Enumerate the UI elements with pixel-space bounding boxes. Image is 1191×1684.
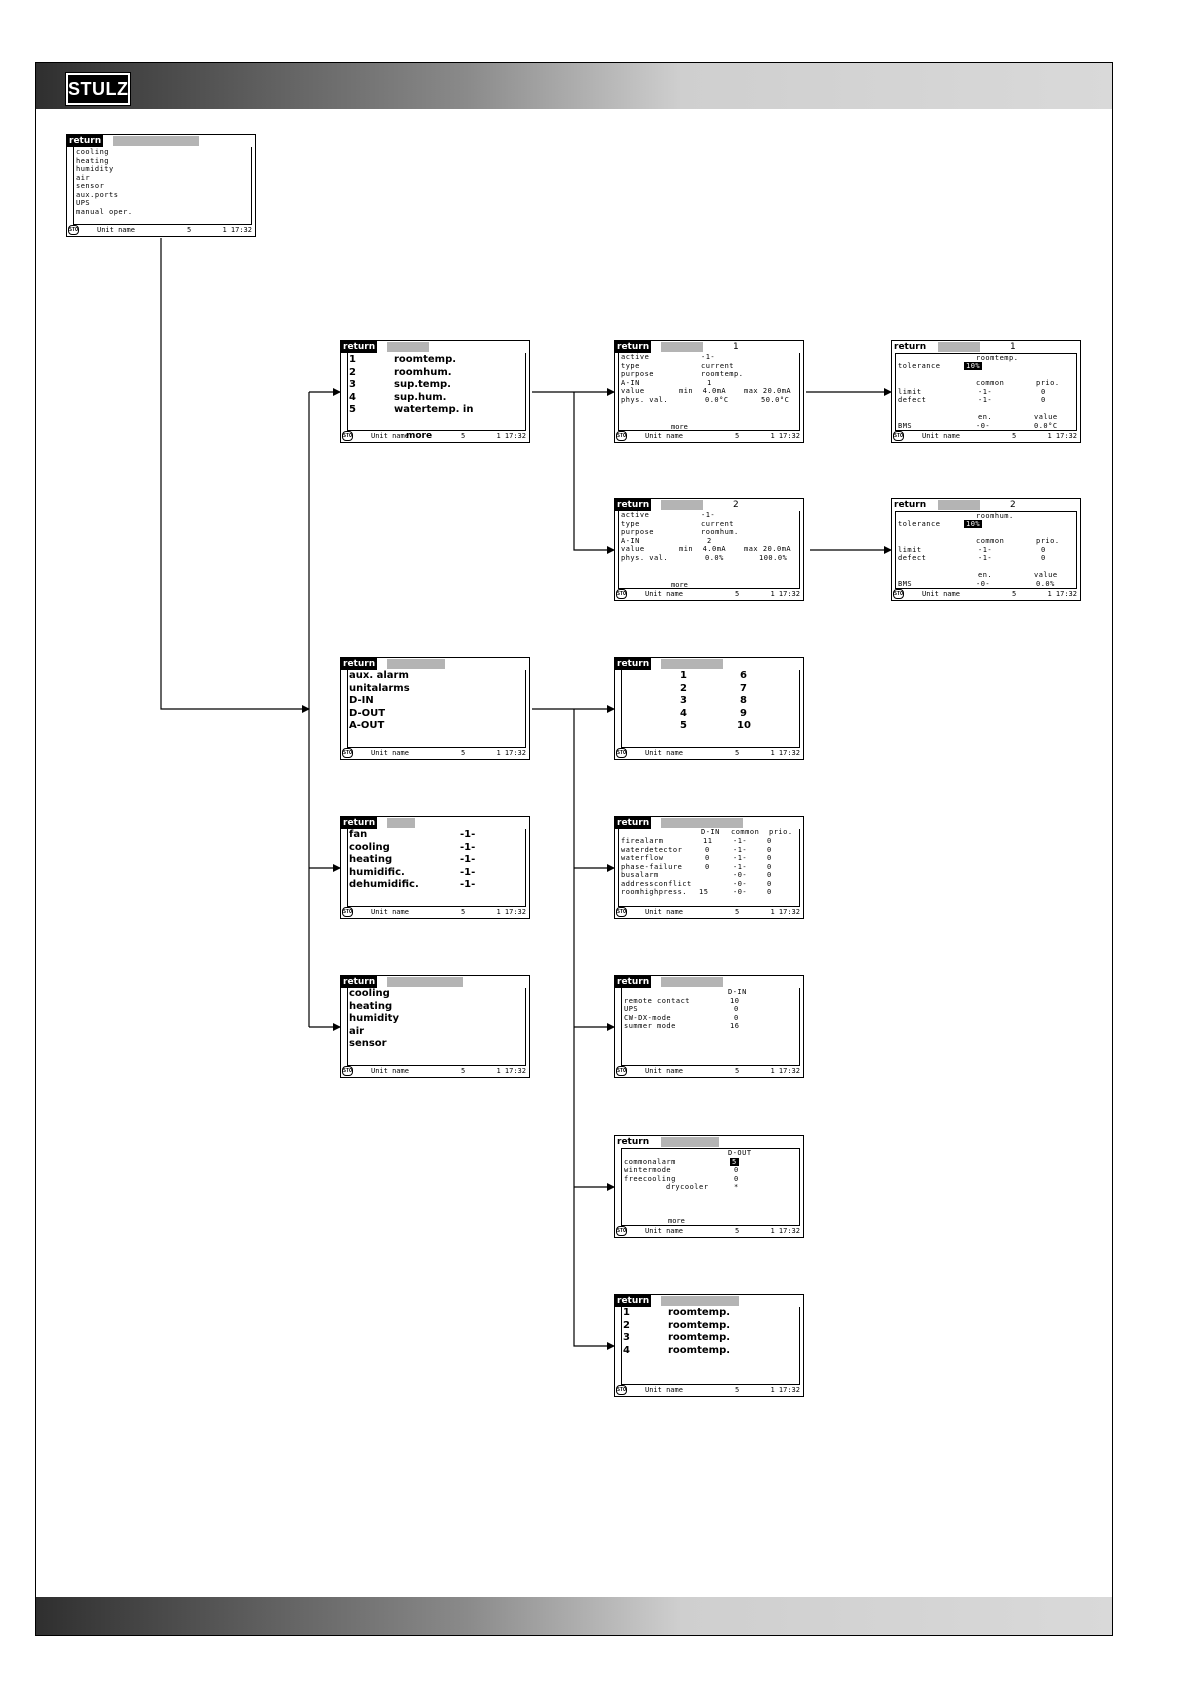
field-value[interactable]: 0.0% (705, 553, 724, 562)
field-value[interactable]: roomtemp. (701, 370, 744, 378)
aout-row-num: 2 (623, 1319, 630, 1331)
din-assign-value[interactable]: 16 (730, 1022, 740, 1030)
return-button[interactable]: return (343, 977, 376, 987)
status-icon: STO (343, 750, 353, 756)
dout-assign-label: drycooler (666, 1183, 709, 1191)
aux-alarm-num[interactable]: 7 (740, 682, 747, 694)
din-row-common[interactable]: -1- (733, 845, 748, 854)
screen-main-menu (66, 134, 256, 237)
screen-din-alarms (614, 816, 804, 919)
screen-din-assignment (614, 975, 804, 1078)
manual-row-value[interactable]: -1- (460, 866, 476, 878)
limit-label: limit (898, 387, 922, 396)
status-icon: STO (617, 433, 627, 439)
menu-item-manual-oper[interactable]: manual oper. (76, 207, 133, 216)
din-row-label: busalarm (621, 871, 659, 879)
bms-en[interactable]: -0- (976, 422, 991, 430)
menu-item-sensor[interactable]: sensor (76, 182, 105, 190)
status-icon: STO (894, 433, 904, 439)
field-value[interactable]: max 20.0mA (744, 387, 792, 395)
col-common: common (976, 379, 1005, 387)
dout-assign-label: freecooling (624, 1174, 676, 1183)
return-button[interactable]: return (343, 342, 376, 352)
manual-row-label: dehumidific. (349, 879, 419, 890)
field-label: active (621, 353, 650, 361)
din-row-prio[interactable]: 0 (767, 879, 772, 888)
field-label: phys. val. (621, 395, 669, 404)
dout-assign-value[interactable]: * (734, 1183, 739, 1191)
screen-manual-operation (340, 816, 530, 919)
din-row-prio[interactable]: 0 (767, 862, 772, 871)
sensor-row-num: 3 (349, 379, 356, 390)
return-button[interactable]: return (617, 818, 650, 828)
status-icon: STO (617, 1068, 627, 1074)
din-row-common[interactable]: -1- (733, 837, 748, 845)
screen-aux-menu (340, 657, 530, 760)
field-value[interactable]: current (701, 361, 735, 370)
aout-row-num: 4 (623, 1344, 630, 1356)
aout-row-label[interactable]: roomtemp. (668, 1307, 731, 1318)
tolerance-value[interactable]: 10% (966, 362, 981, 370)
col-prio: prio. (1036, 379, 1060, 387)
field-value[interactable]: -1- (701, 353, 716, 361)
col-d-in: D-IN (728, 988, 747, 996)
din-row-prio[interactable]: 0 (767, 854, 772, 862)
din-assign-value[interactable]: 10 (730, 996, 740, 1005)
aux-alarm-num[interactable]: 2 (680, 682, 687, 694)
menu-item-unitalarms[interactable]: unitalarms (349, 682, 410, 694)
din-row-common[interactable]: -0- (733, 879, 748, 888)
din-assign-label: UPS (624, 1005, 639, 1013)
tolerance-label: tolerance (898, 520, 941, 528)
status-icon: STO (69, 227, 79, 233)
status-footer: STO Unit name 5 1 17:32 (894, 590, 1077, 598)
dout-assign-label: commonalarm (624, 1157, 676, 1166)
field-label: type (621, 519, 640, 528)
status-footer: STO Unit name 5 1 17:32 (894, 432, 1077, 440)
status-footer: STO Unit name 5 1 17:32 (617, 432, 800, 440)
field-value[interactable]: max 20.0mA (744, 545, 792, 553)
menu-item-aux-ports[interactable]: aux.ports (76, 190, 119, 199)
din-row-common[interactable]: -0- (733, 888, 748, 896)
menu-item-sensor[interactable]: sensor (349, 1038, 387, 1049)
field-value[interactable]: min 4.0mA (679, 387, 727, 395)
field-value[interactable]: 0.0°C (705, 395, 729, 404)
aux-alarm-num[interactable]: 5 (680, 720, 687, 731)
din-row-label: addressconflict (621, 879, 692, 888)
status-footer: STO Unit name 5 1 17:32 (617, 1067, 800, 1075)
return-button[interactable]: return (617, 342, 650, 352)
din-assign-label: CW-DX-mode (624, 1013, 672, 1022)
sensor-row-label[interactable]: roomhum. (394, 366, 452, 378)
return-button[interactable]: return (343, 659, 376, 669)
col-value: value (1034, 413, 1058, 421)
menu-item-cooling[interactable]: cooling (349, 988, 390, 999)
status-icon: STO (617, 1387, 627, 1393)
sensor-row-label[interactable]: sup.hum. (394, 391, 447, 403)
screen-sensor-list (340, 340, 530, 443)
status-footer: STO Unit name 5 1 17:32 (617, 590, 800, 598)
return-button[interactable]: return (894, 342, 927, 352)
menu-item-a-out[interactable]: A-OUT (349, 720, 385, 731)
defect-common[interactable]: -1- (978, 554, 993, 562)
din-row-label: firealarm (621, 837, 664, 845)
return-button[interactable]: return (617, 1137, 650, 1147)
screen-dout-assignment (614, 1135, 804, 1238)
screen-sensor1-alarm (891, 340, 1081, 443)
alarm-title: roomtemp. (976, 354, 1019, 362)
more-link[interactable]: more (668, 1217, 685, 1225)
field-value[interactable]: min 4.0mA (679, 545, 727, 553)
status-icon: STO (617, 1228, 627, 1234)
screen-sensor2-detail (614, 498, 804, 601)
limit-prio[interactable]: 0 (1041, 545, 1046, 554)
din-row-common[interactable]: -1- (733, 862, 748, 871)
din-row-label: waterdetector (621, 845, 683, 854)
field-label: active (621, 511, 650, 519)
dout-assign-label: wintermode (624, 1166, 672, 1174)
status-footer: STO Unit name 5 1 17:32 (343, 908, 526, 916)
bms-label: BMS (898, 422, 913, 430)
manual-row-value[interactable]: -1- (460, 879, 476, 890)
sensor-row-num: 4 (349, 391, 356, 403)
menu-item-humidity[interactable]: humidity (76, 165, 114, 173)
field-label: phys. val. (621, 553, 669, 562)
din-row-input[interactable]: 0 (705, 862, 710, 871)
field-value[interactable]: 1 (707, 378, 712, 387)
defect-prio[interactable]: 0 (1041, 554, 1046, 562)
col-en: en. (978, 413, 993, 421)
status-footer: STO Unit name 5 1 17:32 (343, 749, 526, 757)
status-icon: STO (894, 591, 904, 597)
field-label: value (621, 387, 645, 395)
manual-row-value[interactable]: -1- (460, 841, 476, 853)
bms-value[interactable]: 0.0% (1036, 580, 1055, 588)
sensor-row-num: 1 (349, 354, 356, 365)
field-label: purpose (621, 370, 655, 378)
din-row-label: waterflow (621, 854, 664, 862)
aout-row-num: 3 (623, 1332, 630, 1343)
aux-alarm-num[interactable]: 10 (737, 720, 751, 731)
defect-label: defect (898, 396, 927, 404)
screen-sensor1-detail (614, 340, 804, 443)
field-value[interactable]: roomhum. (701, 528, 739, 536)
screen-sensor2-alarm (891, 498, 1081, 601)
bms-label: BMS (898, 580, 913, 588)
limit-prio[interactable]: 0 (1041, 387, 1046, 396)
din-row-common[interactable]: -1- (733, 854, 748, 862)
din-row-prio[interactable]: 0 (767, 888, 772, 896)
bms-value[interactable]: 0.0°C (1034, 422, 1058, 430)
status-icon: STO (343, 1068, 353, 1074)
col-d-out: D-OUT (728, 1149, 752, 1157)
menu-item-heating[interactable]: heating (349, 1000, 393, 1012)
status-footer: STO Unit name 5 1 17:32 (617, 749, 800, 757)
sensor-row-label[interactable]: roomtemp. (394, 354, 457, 365)
menu-item-air[interactable]: air (349, 1025, 365, 1037)
menu-item-ups[interactable]: UPS (76, 199, 91, 207)
limit-common[interactable]: -1- (978, 387, 993, 396)
col-common: common (731, 828, 760, 836)
more-link[interactable]: more (671, 581, 688, 589)
field-value[interactable]: 50.0°C (761, 395, 790, 404)
aout-row-label[interactable]: roomtemp. (668, 1332, 731, 1343)
col-en: en. (978, 571, 993, 579)
sensor-row-label[interactable]: watertemp. in (394, 404, 474, 415)
sensor-index: 1 (733, 342, 739, 352)
status-icon: STO (343, 909, 353, 915)
aux-alarm-num[interactable]: 1 (680, 670, 687, 681)
field-value[interactable]: -1- (701, 511, 716, 519)
col-prio: prio. (1036, 537, 1060, 545)
return-button[interactable]: return (69, 136, 102, 146)
screen-aout-list (614, 1294, 804, 1397)
din-row-label: roomhighpress. (621, 888, 688, 896)
stulz-logo: STULZ (66, 73, 130, 105)
dout-assign-value[interactable]: 0 (734, 1174, 739, 1183)
din-row-input[interactable]: 0 (705, 845, 710, 854)
col-value: value (1034, 571, 1058, 579)
return-button[interactable]: return (343, 818, 376, 828)
manual-row-label: heating (349, 854, 393, 865)
limit-label: limit (898, 545, 922, 554)
aux-alarm-num[interactable]: 6 (740, 670, 747, 681)
status-footer: STO Unit name 5 1 17:32 (617, 1227, 800, 1235)
din-row-input[interactable]: 15 (699, 888, 709, 896)
din-assign-value[interactable]: 0 (734, 1013, 739, 1022)
sensor-row-label[interactable]: sup.temp. (394, 379, 451, 390)
screen-aux-alarm-list (614, 657, 804, 760)
status-footer: STO Unit name 5 1 17:32 (343, 1067, 526, 1075)
manual-row-label: cooling (349, 841, 390, 853)
status-icon: STO (617, 909, 627, 915)
din-assign-label: summer mode (624, 1022, 676, 1030)
menu-item-d-out[interactable]: D-OUT (349, 707, 386, 719)
return-button[interactable]: return (617, 977, 650, 987)
din-row-common[interactable]: -0- (733, 871, 748, 879)
return-button[interactable]: return (617, 500, 650, 510)
manual-row-value[interactable]: -1- (460, 829, 476, 840)
sensor-index: 2 (733, 500, 739, 510)
status-footer: STO Unit name 5 1 17:32 (617, 908, 800, 916)
din-row-prio[interactable]: 0 (767, 871, 772, 879)
field-value[interactable]: 2 (707, 536, 712, 545)
defect-label: defect (898, 554, 927, 562)
field-value[interactable]: current (701, 519, 735, 528)
tolerance-value[interactable]: 10% (966, 520, 981, 528)
col-d-in: D-IN (701, 828, 720, 836)
dout-assign-value[interactable]: 0 (734, 1166, 739, 1174)
din-row-input[interactable]: 11 (703, 837, 713, 845)
menu-item-air[interactable]: air (76, 173, 91, 182)
status-icon: STO (617, 591, 627, 597)
limit-common[interactable]: -1- (978, 545, 993, 554)
defect-prio[interactable]: 0 (1041, 396, 1046, 404)
din-assign-label: remote contact (624, 996, 691, 1005)
return-button[interactable]: return (617, 659, 650, 669)
manual-row-label: fan (349, 829, 368, 840)
sensor-row-num: 2 (349, 366, 356, 378)
menu-item-heating[interactable]: heating (76, 156, 110, 165)
field-label: A-IN (621, 536, 640, 545)
field-label: A-IN (621, 378, 640, 387)
tolerance-label: tolerance (898, 362, 941, 370)
col-prio: prio. (769, 828, 793, 836)
aux-alarm-num[interactable]: 3 (680, 695, 687, 706)
status-footer: STO Unit name 5 1 17:32 (617, 1386, 800, 1394)
status-footer: STO Unit name 5 1 17:32 (69, 226, 252, 234)
aout-row-label[interactable]: roomtemp. (668, 1344, 731, 1356)
bms-en[interactable]: -0- (976, 580, 991, 588)
din-row-prio[interactable]: 0 (767, 845, 772, 854)
aout-row-num: 1 (623, 1307, 630, 1318)
aux-alarm-num[interactable]: 4 (680, 707, 687, 719)
field-label: purpose (621, 528, 655, 536)
more-link[interactable]: more (671, 423, 688, 431)
status-icon: STO (343, 433, 353, 439)
sensor-row-num: 5 (349, 404, 356, 415)
din-assign-value[interactable]: 0 (734, 1005, 739, 1013)
din-row-label: phase-failure (621, 862, 683, 871)
field-value[interactable]: 100.0% (759, 553, 788, 562)
return-button[interactable]: return (894, 500, 927, 510)
menu-item-cooling[interactable]: cooling (76, 148, 110, 156)
status-icon: STO (617, 750, 627, 756)
din-row-input[interactable]: 0 (705, 854, 710, 862)
manual-row-value[interactable]: -1- (460, 854, 476, 865)
field-label: type (621, 361, 640, 370)
alarm-title: roomhum. (976, 512, 1014, 520)
screen-config-menu (340, 975, 530, 1078)
aux-alarm-num[interactable]: 9 (740, 707, 747, 719)
field-label: value (621, 545, 645, 553)
dout-assign-value[interactable]: 5 (732, 1157, 737, 1166)
din-row-prio[interactable]: 0 (767, 837, 772, 845)
return-button[interactable]: return (617, 1296, 650, 1306)
sensor-index: 2 (1010, 500, 1016, 510)
status-footer: STO Unit name 5 1 17:32 (343, 432, 526, 440)
menu-item-d-in[interactable]: D-IN (349, 695, 374, 706)
sensor-index: 1 (1010, 342, 1016, 352)
aout-row-label[interactable]: roomtemp. (668, 1319, 731, 1331)
menu-item-aux-alarm[interactable]: aux. alarm (349, 670, 409, 681)
aux-alarm-num[interactable]: 8 (740, 695, 747, 706)
col-common: common (976, 537, 1005, 545)
defect-common[interactable]: -1- (978, 396, 993, 404)
menu-item-humidity[interactable]: humidity (349, 1013, 399, 1024)
manual-row-label: humidific. (349, 866, 405, 878)
more-link[interactable]: more (406, 431, 433, 441)
